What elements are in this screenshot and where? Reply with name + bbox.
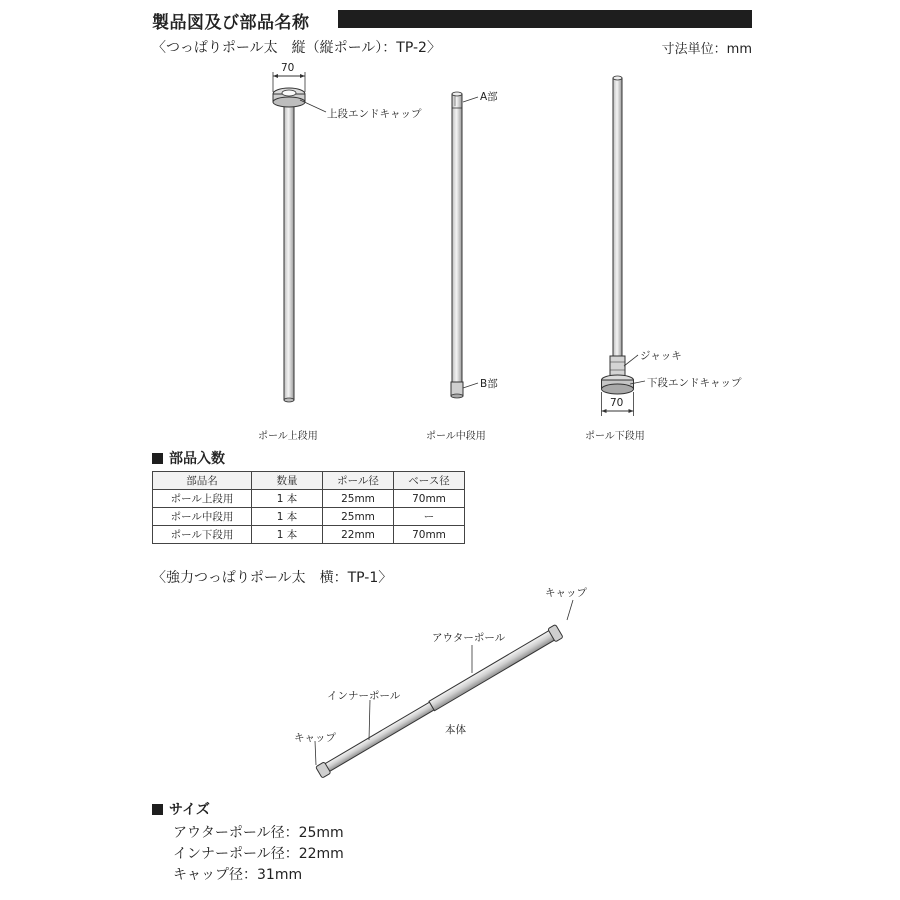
cap-right-label: キャップ (545, 587, 587, 599)
caption-lower: ポール下段用 (585, 431, 645, 442)
size-heading-text: サイズ (169, 802, 210, 818)
part-a-label: A部 (480, 91, 498, 103)
table-cell: 1 本 (252, 526, 323, 544)
table-header-row (153, 472, 465, 490)
tp2-title: 〈つっぱりポール太 縦（縦ポール）：TP-2〉 (152, 40, 441, 56)
body-label: 本体 (445, 724, 466, 736)
lower-end-cap-label: 下段エンドキャップ (647, 377, 742, 389)
table-cell: ポール中段用 (153, 508, 252, 526)
size-heading (152, 799, 210, 819)
upper-pole (273, 72, 326, 402)
caption-upper: ポール上段用 (258, 431, 318, 442)
middle-pole (451, 92, 478, 398)
table-row (153, 526, 465, 544)
jack-label: ジャッキ (640, 350, 682, 362)
header-cell: ベース径 (394, 472, 465, 490)
header-cell: 数量 (252, 472, 323, 490)
tp1-title: 〈強力つっぱりポール太 横：TP-1〉 (152, 570, 393, 586)
square-bullet-icon (152, 804, 163, 815)
table-cell: 70mm (394, 490, 465, 508)
leader-inner-pole (369, 700, 370, 740)
table-cell: 22mm (323, 526, 394, 544)
upper-end-cap-label: 上段エンドキャップ (327, 108, 422, 120)
table-cell: 25mm (323, 490, 394, 508)
lower-pole (602, 76, 646, 416)
cap-left-label: キャップ (294, 732, 336, 744)
table-cell: ポール下段用 (153, 526, 252, 544)
inner-pole-label: インナーポール (327, 690, 401, 702)
table-cell: 70mm (394, 526, 465, 544)
table-cell: 1 本 (252, 490, 323, 508)
leader-cap-right (567, 600, 573, 620)
unit-note: 寸法単位：mm (661, 42, 752, 57)
outer-pole-label: アウターポール (432, 632, 506, 644)
size-line: インナーポール径：22mm (173, 846, 344, 862)
size-line: キャップ径：31mm (173, 867, 303, 883)
table-row (153, 508, 465, 526)
lower-dimension-label: 70 (610, 397, 624, 409)
parts-heading-text: 部品入数 (169, 451, 225, 467)
table-cell: 25mm (323, 508, 394, 526)
header-cell: 部品名 (153, 472, 252, 490)
size-line: アウターポール径：25mm (173, 825, 344, 841)
table-cell: 1 本 (252, 508, 323, 526)
upper-dimension-label: 70 (281, 62, 295, 74)
table-cell: ー (394, 508, 465, 526)
part-b-label: B部 (480, 378, 498, 390)
caption-middle: ポール中段用 (426, 431, 486, 442)
parts-heading (152, 448, 225, 468)
header-cell: ポール径 (323, 472, 394, 490)
table-cell: ポール上段用 (153, 490, 252, 508)
table-row (153, 490, 465, 508)
page-title: 製品図及び部品名称 (152, 13, 310, 33)
square-bullet-icon (152, 453, 163, 464)
parts-table (152, 471, 465, 544)
